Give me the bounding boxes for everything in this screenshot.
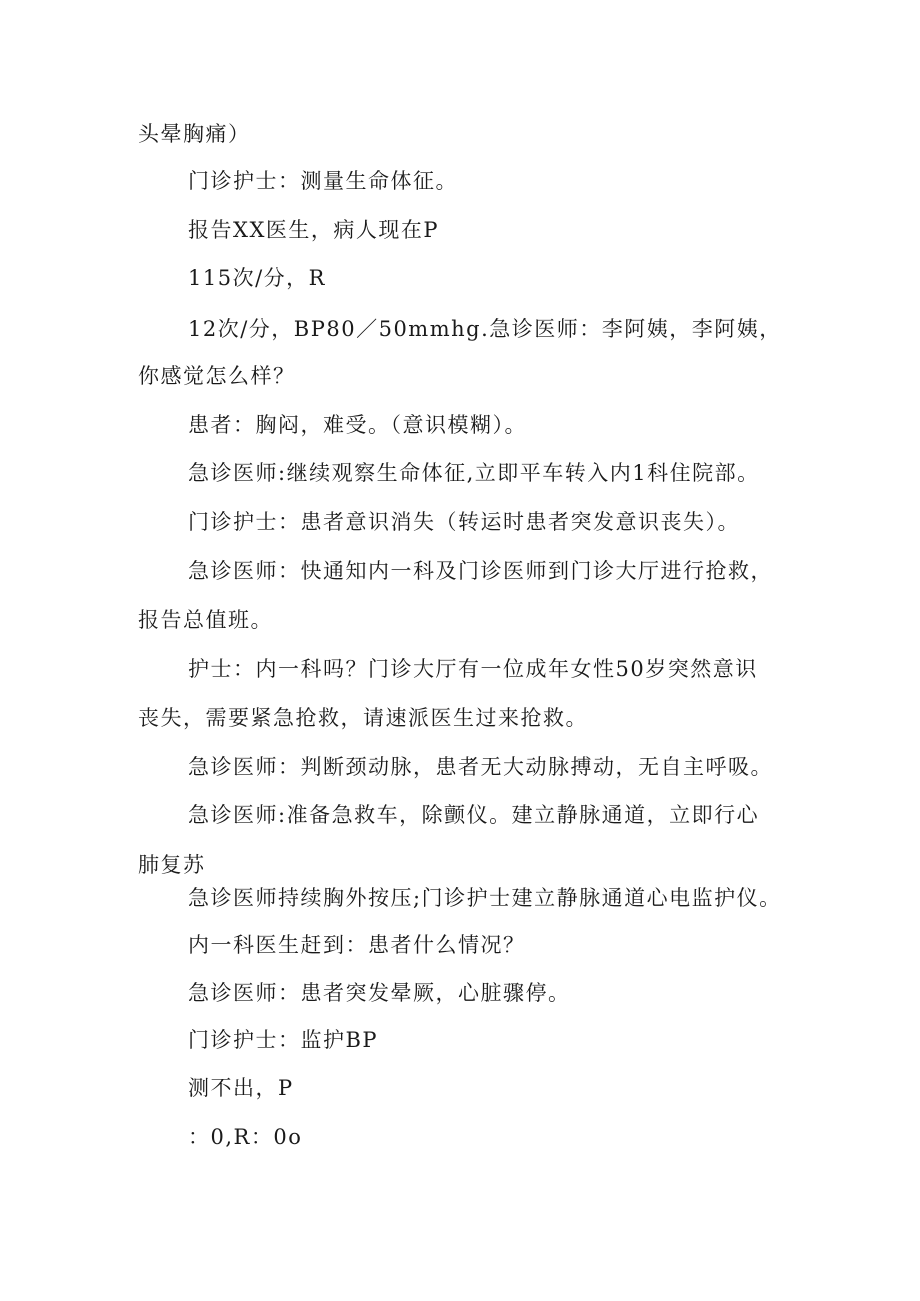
text-line-7: 患者：胸闷，难受。（意识模糊）。 (188, 413, 527, 437)
text-line-4: 115次/分，R (188, 266, 326, 290)
text-line-20: 门诊护士：监护BP (188, 1028, 379, 1052)
text-line-10: 急诊医师：快通知内一科及门诊医师到门诊大厅进行抢救， (188, 559, 773, 583)
text-line-3: 报告XX医生，病人现在P (188, 218, 440, 242)
text-line-19: 急诊医师：患者突发晕厥，心脏骤停。 (188, 981, 571, 1005)
text-line-15: 急诊医师:准备急救车，除颤仪。建立静脉通道，立即行心 (188, 803, 760, 827)
text-line-16: 肺复苏 (138, 853, 206, 877)
text-line-14: 急诊医师：判断颈动脉，患者无大动脉搏动，无自主呼吸。 (188, 755, 773, 779)
text-line-11: 报告总值班。 (138, 608, 273, 632)
text-line-12: 护士：内一科吗？门诊大厅有一位成年女性50岁突然意识 (188, 657, 758, 681)
text-line-2: 门诊护士：测量生命体征。 (188, 169, 458, 193)
text-line-8: 急诊医师:继续观察生命体征,立即平车转入内1科住院部。 (188, 461, 760, 485)
text-line-5: 12次/分，BP80／50mmhg.急诊医师：李阿姨，李阿姨， (188, 317, 782, 341)
text-line-13: 丧失，需要紧急抢救，请速派医生过来抢救。 (138, 706, 588, 730)
text-line-1: 头晕胸痛） (138, 122, 251, 146)
text-line-6: 你感觉怎么样？ (138, 364, 296, 388)
text-line-22: ：0,R：0o (188, 1125, 303, 1149)
text-line-17: 急诊医师持续胸外按压;门诊护士建立静脉通道心电监护仪。 (188, 886, 782, 910)
text-line-21: 测不出，P (188, 1076, 294, 1100)
text-line-9: 门诊护士：患者意识消失（转运时患者突发意识丧失）。 (188, 510, 740, 534)
text-line-18: 内一科医生赶到：患者什么情况？ (188, 933, 526, 957)
